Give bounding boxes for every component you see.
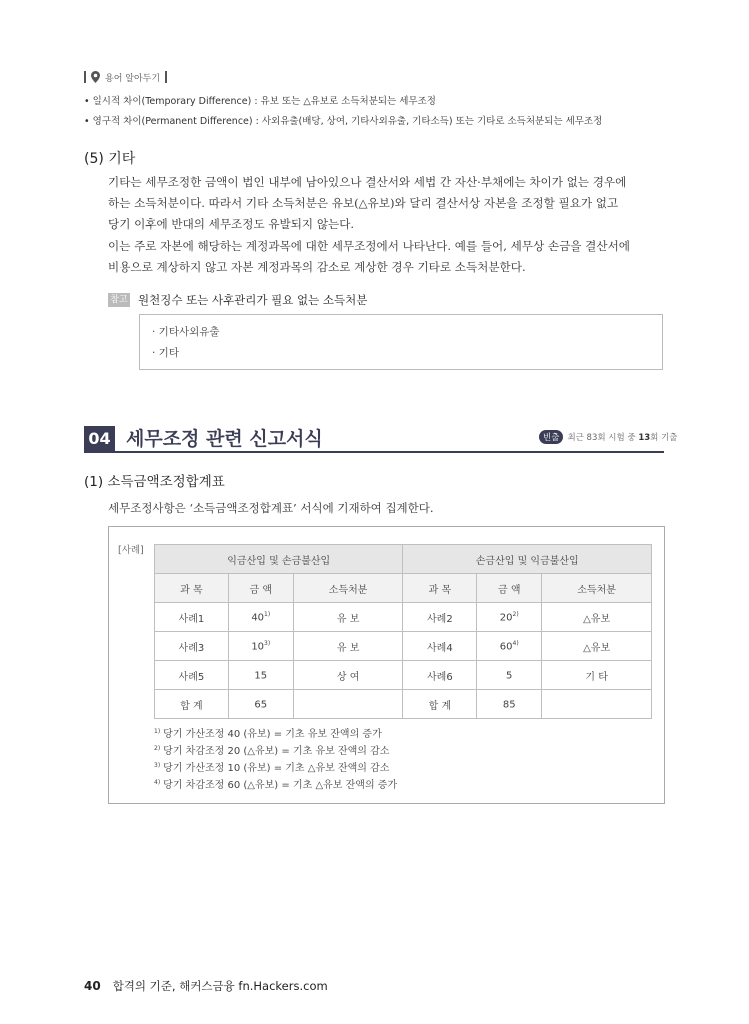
column-header: 과 목 bbox=[403, 574, 477, 603]
example-label: [사례] bbox=[118, 545, 144, 556]
column-header: 금 액 bbox=[477, 574, 542, 603]
terms-header bbox=[84, 70, 167, 84]
footnote: $^{1)}$ 당기 가산조정 40 (유보) = 기초 유보 잔액의 증가 bbox=[154, 727, 382, 740]
subsection-heading: (1) 소득금액조정합계표 bbox=[84, 474, 225, 490]
section-number: 04 bbox=[84, 426, 115, 451]
page-number: 40 bbox=[84, 979, 101, 993]
adjustment-table bbox=[154, 544, 652, 719]
intro-text: 세무조정사항은 ‘소득금액조정합계표’ 서식에 기재하여 집계한다. bbox=[108, 501, 434, 515]
footer-text: 합격의 기준, 해커스금융 fn.Hackers.com bbox=[112, 979, 328, 993]
term-item-temporary: • 일시적 차이(Temporary Difference) : 유보 또는 △유보로 소득처분되는 세무조정 bbox=[84, 96, 436, 107]
divider-bar bbox=[165, 71, 167, 83]
terms-header-label: 용어 알아두기 bbox=[105, 73, 161, 84]
footnote: $^{2)}$ 당기 차감조정 20 (△유보) = 기초 유보 잔액의 감소 bbox=[154, 744, 390, 757]
group-header-right: 손금산입 및 익금불산입 bbox=[403, 545, 652, 574]
list-item: · 기타사외유출 bbox=[152, 326, 220, 338]
column-header: 소득처분 bbox=[542, 574, 652, 603]
reference-tag: 참고 bbox=[108, 293, 130, 307]
section-rule bbox=[84, 451, 664, 453]
footnote: $^{4)}$ 당기 차감조정 60 (△유보) = 기초 △유보 잔액의 증가 bbox=[154, 778, 398, 791]
reference-title: 원천징수 또는 사후관리가 필요 없는 소득처분 bbox=[138, 293, 368, 307]
divider-bar bbox=[84, 71, 86, 83]
reference-box bbox=[139, 314, 663, 370]
frequency-badge: 빈출 bbox=[539, 430, 563, 444]
column-header: 소득처분 bbox=[293, 574, 403, 603]
group-header-left: 익금산입 및 손금불산입 bbox=[155, 545, 403, 574]
section-heading: (5) 기타 bbox=[84, 151, 136, 167]
table-row: 사례1 40$^{1)}$ 유 보 사례2 20$^{2)}$ △유보 bbox=[155, 603, 652, 632]
paragraph: 기타는 세무조정한 금액이 법인 내부에 남아있으나 결산서와 세법 간 자산·부채에는 차이가 없는 경우에 하는 소득처분이다. 따라서 기타 소득처분은 유보(△유보)와 달리 결산서상 자본을 조정할 필요가 없고 당기 이후에 반대의 세무조정도 유발되지 않는다. bbox=[108, 175, 627, 231]
term-item-permanent: • 영구적 차이(Permanent Difference) : 사외유출(배당, 상여, 기타사외유출, 기타소득) 또는 기타로 소득처분되는 세무조정 bbox=[84, 116, 603, 127]
frequency-info: 빈출 최근 83회 시험 중 13회 기출 bbox=[539, 430, 678, 444]
column-header: 금 액 bbox=[228, 574, 293, 603]
table-row: 사례3 10$^{3)}$ 유 보 사례4 60$^{4)}$ △유보 bbox=[155, 632, 652, 661]
footnote: $^{3)}$ 당기 가산조정 10 (유보) = 기초 △유보 잔액의 감소 bbox=[154, 761, 390, 774]
location-pin-icon bbox=[91, 71, 100, 83]
page-footer bbox=[84, 978, 328, 994]
list-item: · 기타 bbox=[152, 347, 179, 359]
section-title: 세무조정 관련 신고서식 bbox=[126, 428, 323, 450]
column-header: 과 목 bbox=[155, 574, 229, 603]
paragraph: 이는 주로 자본에 해당하는 계정과목에 대한 세무조정에서 나타난다. 예를 들어, 세무상 손금을 결산서에 비용으로 계상하지 않고 자본 계정과목의 감소로 계상한 경우 기타로 소득처분한다. bbox=[108, 239, 630, 274]
table-row: 사례5 15 상 여 사례6 5 기 타 bbox=[155, 661, 652, 690]
table-row: 합 계 65 합 계 85 bbox=[155, 690, 652, 719]
